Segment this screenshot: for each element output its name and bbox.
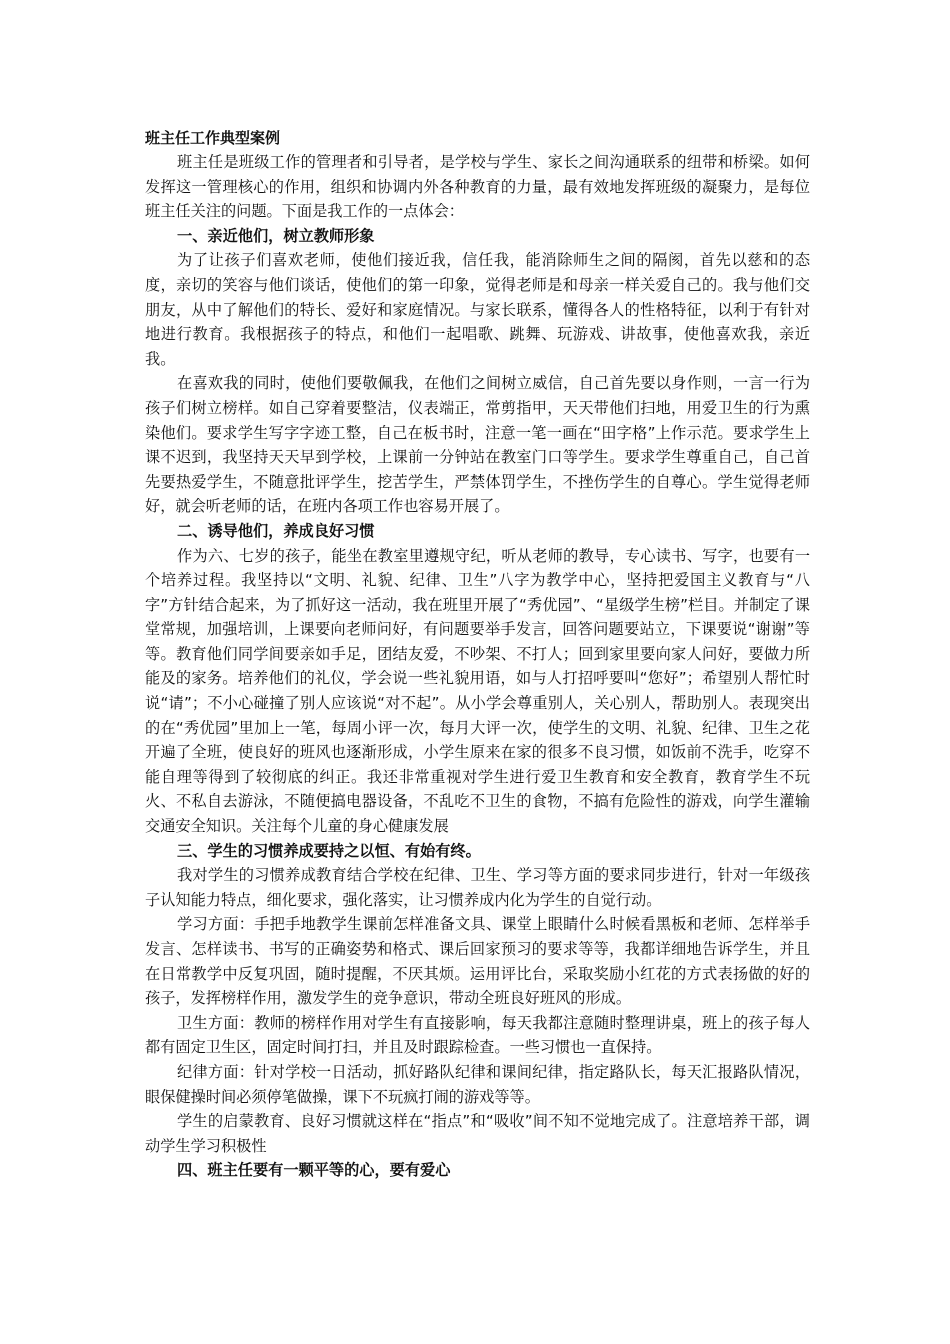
section-heading-1: 一、亲近他们，树立教师形象 — [177, 226, 375, 245]
section-3-study-paragraph: 学习方面：手把手地教学生课前怎样准备文具、课堂上眼睛什么时候看黑板和老师、怎样举手发言、怎样读书、书写的正确姿势和格式、课后回家预习的要求等等，我都详细地告诉学生，并且在日常教学中反复巩固，随时提醒，不厌其烦。运用评比台，采取奖励小红花的方式表扬做的好的孩子，发挥榜样作用，激发学生的竞争意识，带动全班良好班风的形成。 — [145, 915, 810, 1008]
section-1-paragraph-1: 为了让孩子们喜欢老师，使他们接近我，信任我，能消除师生之间的隔阂，首先以慈和的态度，亲切的笑容与他们谈话，使他们的第一印象，觉得老师是和母亲一样关爱自己的。我与他们交朋友，从中了解他们的特长、爱好和家庭情况。与家长联系，懂得各人的性格特征，以利于有针对地进行教育。我根据孩子的特点，和他们一起唱歌、跳舞、玩游戏、讲故事，使他喜欢我，亲近我。 — [145, 251, 810, 368]
section-heading-4: 四、班主任要有一颗平等的心，要有爱心 — [177, 1161, 451, 1180]
intro-paragraph: 班主任是班级工作的管理者和引导者，是学校与学生、家长之间沟通联系的纽带和桥梁。如何发挥这一管理核心的作用，组织和协调内外各种教育的力量，最有效地发挥班级的凝聚力，是每位班主任关注的问题。下面是我工作的一点体会： — [145, 153, 810, 221]
section-3-hygiene-paragraph: 卫生方面：教师的榜样作用对学生有直接影响，每天我都注意随时整理讲桌，班上的孩子每人都有固定卫生区，固定时间打扫，并且及时跟踪检查。一些习惯也一直保持。 — [145, 1013, 810, 1057]
section-1-paragraph-2: 在喜欢我的同时，使他们要敬佩我，在他们之间树立威信，自己首先要以身作则，一言一行为孩子们树立榜样。如自己穿着要整洁，仪表端正，常剪指甲，天天带他们扫地，用爱卫生的行为熏染他们。要求学生写字字迹工整，自己在板书时，注意一笔一画在“田字格”上作示范。要求学生上课不迟到，我坚持天天早到学校，上课前一分钟站在教室门口等学生。要求学生尊重自己，自己首先要热爱学生，不随意批评学生，挖苦学生，严禁体罚学生，不挫伤学生的自尊心。学生觉得老师好，就会听老师的话，在班内各项工作也容易开展了。 — [145, 374, 810, 516]
document-page — [145, 126, 810, 1183]
section-3-discipline-paragraph: 纪律方面：针对学校一日活动，抓好路队纪律和课间纪律，指定路队长，每天汇报路队情况，眼保健操时间必须停笔做操，课下不玩疯打闹的游戏等等。 — [145, 1062, 810, 1106]
section-2-paragraph-1: 作为六、七岁的孩子，能坐在教室里遵规守纪，听从老师的教导，专心读书、写字，也要有一个培养过程。我坚持以“文明、礼貌、纪律、卫生”八字为教学中心，坚持把爱国主义教育与“八字”方针结合起来，为了抓好这一活动，我在班里开展了“秀优园”、“星级学生榜”栏目。并制定了课堂常规，加强培训，上课要向老师问好，有问题要举手发言，回答问题要站立，下课要说“谢谢”等等。教育他们同学间要亲如手足，团结友爱，不吵架、不打人；回到家里要向家人问好，要做力所能及的家务。培养他们的礼仪，学会说一些礼貌用语，如与人打招呼要叫“您好”；希望别人帮忙时说“请”；不小心碰撞了别人应该说“对不起”。从小学会尊重别人，关心别人，帮助别人。表现突出的在“秀优园”里加上一笔，每周小评一次，每月大评一次，使学生的文明、礼貌、纪律、卫生之花开遍了全班，使良好的班风也逐渐形成，小学生原来在家的很多不良习惯，如饭前不洗手，吃穿不能自理等得到了较彻底的纠正。我还非常重视对学生进行爱卫生教育和安全教育，教育学生不玩火、不私自去游泳，不随便搞电器设备，不乱吃不卫生的食物，不搞有危险性的游戏，向学生灌输交通安全知识。关注每个儿童的身心健康发展 — [145, 546, 810, 836]
section-heading-2: 二、诱导他们，养成良好习惯 — [177, 521, 375, 540]
section-3-paragraph-1: 我对学生的习惯养成教育结合学校在纪律、卫生、学习等方面的要求同步进行，针对一年级孩子认知能力特点，细化要求，强化落实，让习惯养成内化为学生的自觉行动。 — [145, 866, 810, 909]
document-title: 班主任工作典型案例 — [145, 129, 281, 147]
section-3-summary-paragraph: 学生的启蒙教育、良好习惯就这样在“指点”和“吸收”间不知不觉地完成了。注意培养干部，调动学生学习积极性 — [145, 1112, 810, 1155]
section-heading-3: 三、学生的习惯养成要持之以恒、有始有终。 — [177, 841, 481, 860]
